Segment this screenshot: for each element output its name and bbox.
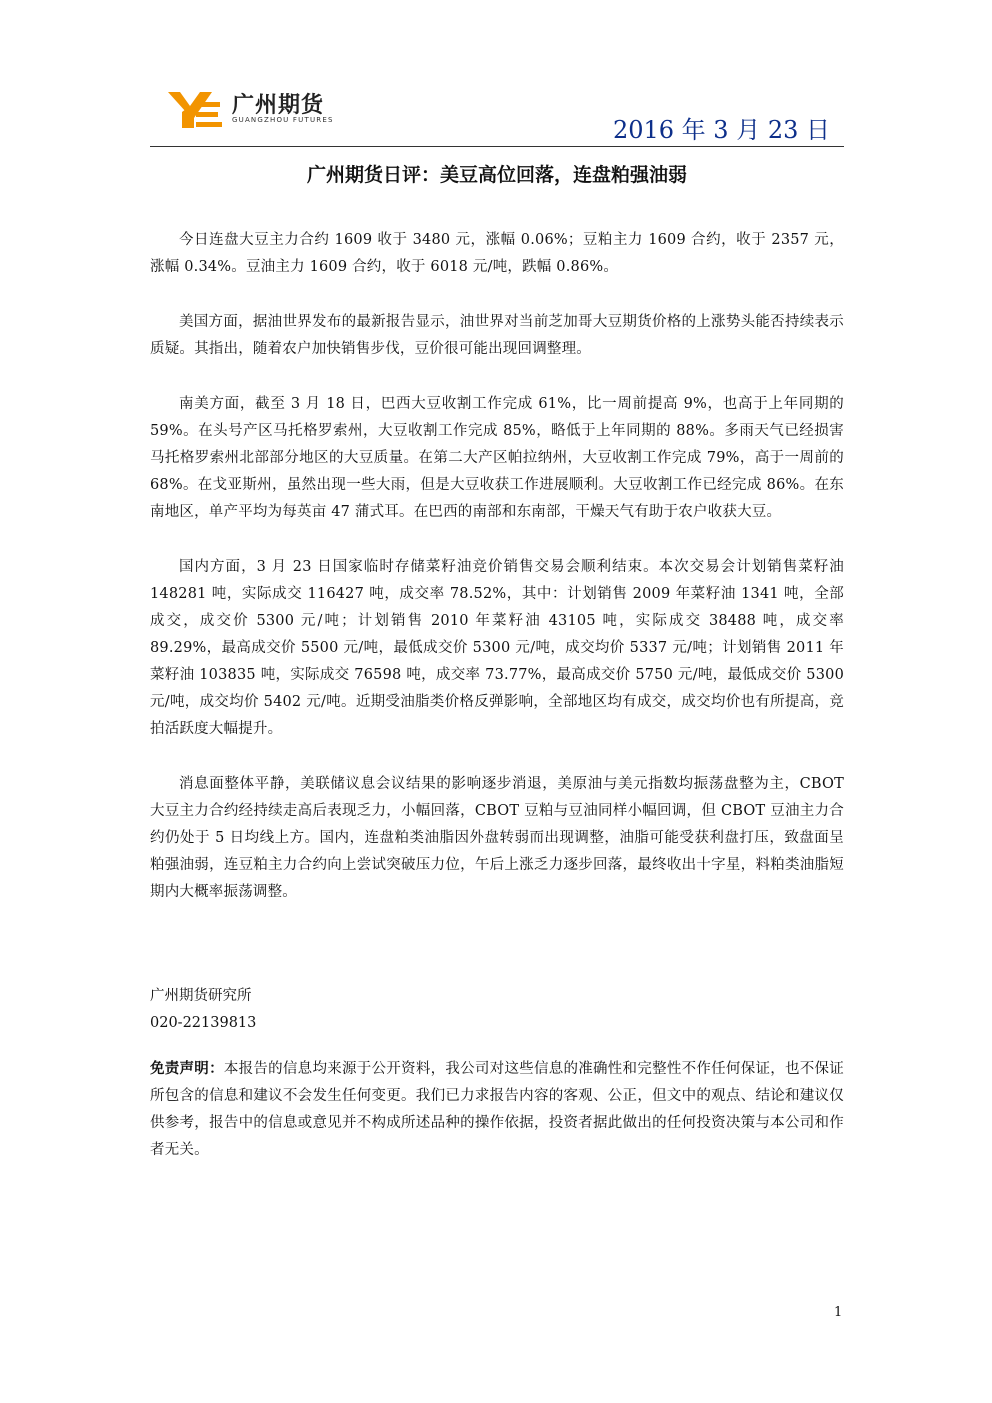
report-date: 2016 年 3 月 23 日 [612,116,830,144]
header-divider [150,146,844,147]
contact-phone: 020-22139813 [150,1015,257,1031]
brand-name-cn: 广州期货 [232,93,325,118]
paragraph-outlook: 消息面整体平静，美联储议息会议结果的影响逐步消退，美原油与美元指数均振荡盘整为主，CBOT 大豆主力合约经持续走高后表现乏力，小幅回落，CBOT 豆粕与豆油同样小幅回调，但 CBOT 豆油主力合约仍处于 5 日均线上方。国内，连盘粕类油脂因外盘转弱而出现调整，油脂可能受获利盘打压，致盘面呈粕强油弱，连豆粕主力合约向上尝试突破压力位，午后上涨乏力逐步回落，最终收出十字星，料粕类油脂短期内大概率振荡调整。 [150,776,844,900]
paragraph-south-america: 南美方面，截至 3 月 18 日，巴西大豆收割工作完成 61%，比一周前提高 9%，也高于上年同期的 59%。在头号产区马托格罗索州，大豆收割工作完成 85%，略低于上年同期的 88%。多雨天气已经损害马托格罗索州北部部分地区的大豆质量。在第二大产区帕拉纳州，大豆收割工作完成 79%，高于一周前的 68%。在戈亚斯州，虽然出现一些大雨，但是大豆收获工作进展顺利。大豆收割工作已经完成 86%。在东南地区，单产平均为每英亩 47 蒲式耳。在巴西的南部和东南部，干燥天气有助于农户收获大豆。 [150,396,844,520]
paragraph-us-market: 美国方面，据油世界发布的最新报告显示，油世界对当前芝加哥大豆期货价格的上涨势头能否持续表示质疑。其指出，随着农户加快销售步伐，豆价很可能出现回调整理。 [150,314,844,357]
report-header [150,82,844,148]
brand-name-en: GUANGZHOU FUTURES [232,116,334,124]
report-body [150,227,844,934]
disclaimer-label: 免责声明： [150,1061,224,1077]
paragraph-domestic: 国内方面，3 月 23 日国家临时存储菜籽油竞价销售交易会顺利结束。本次交易会计划销售菜籽油 148281 吨，实际成交 116427 吨，成交率 78.52%，其中：计划销售 2009 年菜籽油 1341 吨，全部成交，成交价 5300 元/吨；计划销售 2010 年菜籽油 43105 吨，实际成交 38488 吨，成交率 89.29%，最高成交价 5500 元/吨，最低成交价 5300 元/吨，成交均价 5337 元/吨；计划销售 2011 年菜籽油 103835 吨，实际成交 76598 吨，成交率 73.77%，最高成交价 5750 元/吨，最低成交价 5300 元/吨，成交均价 5402 元/吨。近期受油脂类价格反弹影响，全部地区均有成交，成交均价也有所提高，竞拍活跃度大幅提升。 [150,559,844,737]
company-logo [168,88,368,130]
institute-name: 广州期货研究所 [150,988,252,1004]
paragraph-market-summary: 今日连盘大豆主力合约 1609 收于 3480 元，涨幅 0.06%；豆粕主力 1609 合约，收于 2357 元，涨幅 0.34%。豆油主力 1609 合约，收于 6018 元/吨，跌幅 0.86%。 [150,232,844,275]
logo-mark-icon [168,88,228,130]
page-number: 1 [834,1305,843,1320]
disclaimer [150,1056,844,1164]
report-title: 广州期货日评：美豆高位回落，连盘粕强油弱 [306,164,687,186]
report-footer [150,983,844,1037]
disclaimer-text: 本报告的信息均来源于公开资料，我公司对这些信息的准确性和完整性不作任何保证，也不保证所包含的信息和建议不会发生任何变更。我们已力求报告内容的客观、公正，但文中的观点、结论和建议仅供参考，报告中的信息或意见并不构成所述品种的操作依据，投资者据此做出的任何投资决策与本公司和作者无关。 [150,1061,844,1158]
